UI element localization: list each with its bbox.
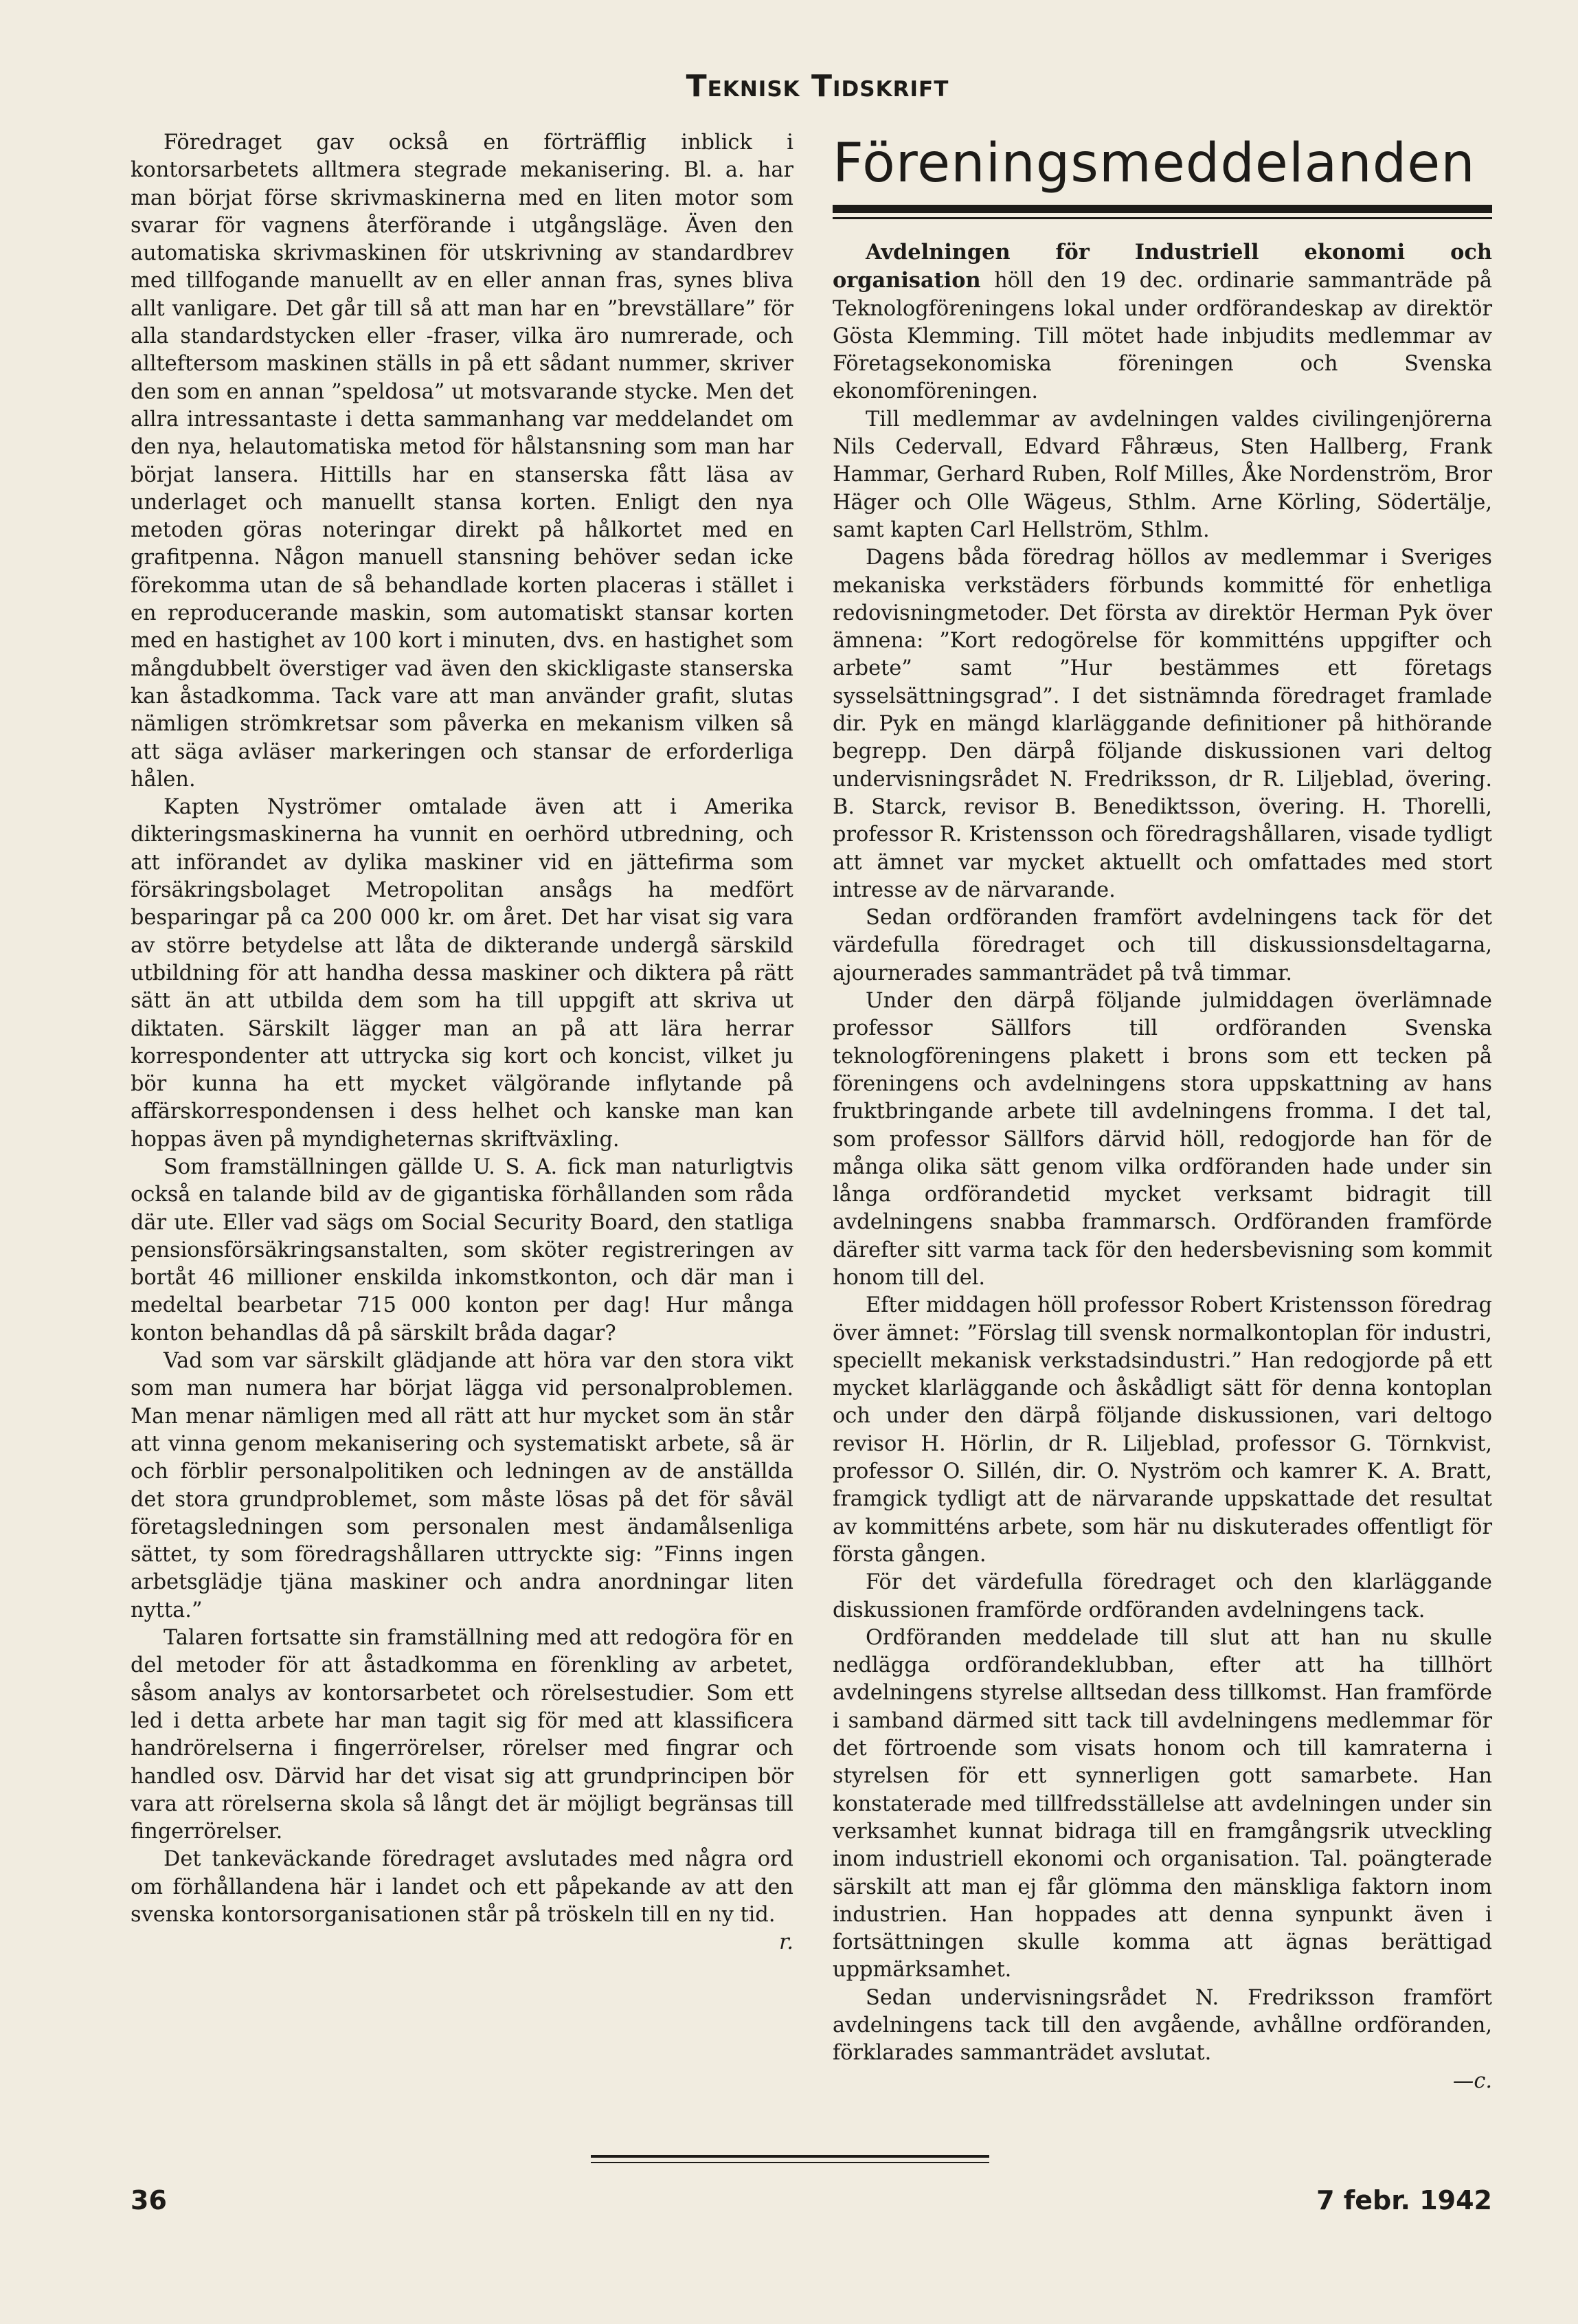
- paragraph: Efter middagen höll professor Robert Kristensson föredrag över ämnet: ”Förslag till svensk normalkontoplan för industri, speciellt mekanisk verkstadsindustri.” Han redogjorde på ett mycket klarläggande och åskådligt sätt för denna kontoplan och under den därpå följande diskussionen, vari deltogo revisor H. Hörlin, dr R. Liljeblad, professor G. Törnkvist, professor O. Sillén, dir. O. Nyström och kamrer K. A. Bratt, framgick tydligt att de närvarande uppskattade det resultat av kommitténs arbete, som här nu diskuterades offentligt för första gången.: [833, 1293, 1492, 1567]
- title-rule-thin: [833, 217, 1492, 219]
- section-title: Föreningsmeddelanden: [833, 133, 1476, 194]
- paragraph: Under den därpå följande julmiddagen överlämnade professor Sällfors till ordföranden Svenska teknologföreningens plakett i brons som ett tecken på föreningens och avdelningens stora uppskattning av hans fruktbringande arbete till avdelningens fromma. I det tal, som professor Sällfors därvid höll, redogjorde han för de många olika sätt genom vilka ordföranden hade under sin långa ordförandetid mycket verksamt bidragit till avdelningens snabba frammarsch. Ordföranden framförde därefter sitt varma tack för den hedersbevisning som kommit honom till del.: [833, 989, 1492, 1290]
- paragraph: Sedan ordföranden framfört avdelningens tack för det värdefulla föredraget och till diskussionsdeltagarna, ajournerades sammanträdet på två timmar.: [833, 906, 1492, 985]
- running-title: Teknisk Tidskrift: [686, 69, 949, 104]
- end-rule: [591, 2155, 989, 2158]
- issue-date: 7 febr. 1942: [1316, 2185, 1492, 2215]
- paragraph: Dagens båda föredrag höllos av medlemmar i Sveriges mekaniska verkstäders förbunds kommitté för enhetliga redovisningmetoder. Det första av direktör Herman Pyk över ämnena: ”Kort redogörelse för kommitténs uppgifter och arbete” samt ”Hur bestämmes ett företags sysselsättningsgrad”. I det sistnämnda föredraget framlade dir. Pyk en mängd klarläggande definitioner på hithörande begrepp. Den därpå följande diskussionen vari deltog undervisningsrådet N. Fredriksson, dr R. Liljeblad, övering. B. Starck, revisor B. Benediktsson, övering. H. Thorelli, professor R. Kristensson och föredragshållaren, visade tydligt att ämnet var mycket aktuellt och omfattades med stort intresse av de närvarande.: [833, 546, 1492, 902]
- section-signature: —c.: [1452, 2068, 1492, 2093]
- lead-paragraph: [833, 238, 1492, 406]
- paragraph: Kapten Nyströmer omtalade även att i Amerika dikteringsmaskinerna ha vunnit en oerhörd utbredning, och att införandet av dylika maskiner vid en jättefirma som försäkringsbolaget Metropolitan ansågs ha medfört besparingar på ca 200 000 kr. om året. Det har visat sig vara av större betydelse att låta de dikterande undergå särskild utbildning för att handha dessa maskiner och diktera på rätt sätt än att utbilda dem som ha till uppgift att skriva ut diktaten. Särskilt lägger man an på att lära herrar korrespondenter att uttrycka sig kort och koncist, vilket ju bör kunna ha ett mycket välgörande inflytande på affärskorrespondensen i dess helhet och kanske man kan hoppas även på myndigheternas skriftväxling.: [131, 795, 793, 1152]
- paragraph: Talaren fortsatte sin framställning med att redogöra för en del metoder för att åstadkomma en förenkling av arbetet, såsom analys av kontorsarbetet och rörelsestudier. Som ett led i detta arbete har man tagit sig för med att klassificera handrörelserna i fingerrörelser, rörelser med fingrar och handled osv. Därvid har det visat sig att grundprincipen bör vara att rörelserna skola så långt det är möjligt begränsas till fingerrörelser.: [131, 1626, 793, 1844]
- left-column: [131, 129, 793, 1957]
- title-rule: [833, 205, 1492, 213]
- page-number: 36: [131, 2185, 167, 2215]
- right-column: [833, 238, 1492, 2095]
- article-signature: r.: [779, 1930, 793, 1955]
- paragraph: Som framställningen gällde U. S. A. fick man naturligtvis också en talande bild av de gigantiska förhållanden som råda där ute. Eller vad sägs om Social Security Board, den statliga pensionsförsäkringsanstalten, som sköter registreringen av bortåt 46 millioner enskilda inkomstkonton, och där man i medeltal bearbetar 715 000 konton per dag! Hur många konton behandlas då på särskilt bråda dagar?: [131, 1154, 793, 1345]
- paragraph: För det värdefulla föredraget och den klarläggande diskussionen framförde ordföranden avdelningens tack.: [833, 1570, 1492, 1622]
- end-rule-thin: [591, 2162, 989, 2163]
- paragraph: Till medlemmar av avdelningen valdes civilingenjörerna Nils Cedervall, Edvard Fåhræus, Sten Hallberg, Frank Hammar, Gerhard Ruben, Rolf Milles, Åke Nordenström, Bror Häger och Olle Wägeus, Sthlm. Arne Körling, Södertälje, samt kapten Carl Hellström, Sthlm.: [833, 407, 1492, 542]
- lead-rest: höll den 19 dec. ordinarie sammanträde på Teknologföreningens lokal under ordförandeskap av direktör Gösta Klemming. Till mötet hade inbjudits medlemmar av Företagsekonomiska föreningen och Svenska ekonomföreningen.: [833, 269, 1492, 404]
- paragraph: Ordföranden meddelade till slut att han nu skulle nedlägga ordförandeklubban, efter att ha tillhört avdelningens styrelse alltsedan dess tillkomst. Han framförde i samband därmed sitt tack till avdelningens medlemmar för det förtroende som visats honom och till kamraterna i styrelsen för ett synnerligen gott samarbete. Han konstaterade med tillfredsställelse att avdelningen under sin verksamhet kunnat bidraga till en framgångsrik utveckling inom industriell ekonomi och organisation. Tal. poängterade särskilt att man ej får glömma den mänskliga faktorn inom industrien. Han hoppades att denna synpunkt även i fortsättningen skulle komma att ägnas berättigad uppmärksamhet.: [833, 1625, 1492, 1982]
- paragraph: Vad som var särskilt glädjande att höra var den stora vikt som man numera har börjat lägga vid personalproblemen. Man menar nämligen med all rätt att hur mycket som än står att vinna genom mekanisering och systematiskt arbete, så är och förblir personalpolitiken och ledningen av de anställda det stora grundproblemet, som måste lösas på det för såväl företagsledningen som personalen mest ändamålsenliga sättet, ty som föredragshållaren uttryckte sig: ”Finns ingen arbetsglädje tjäna maskiner och andra anordningar liten nytta.”: [131, 1349, 793, 1622]
- paragraph: Föredraget gav också en förträfflig inblick i kontorsarbetets alltmera stegrade mekanisering. Bl. a. har man börjat förse skrivmaskinerna med en liten motor som svarar för vagnens återförande i utgångsläge. Även den automatiska skrivmaskinen för utskrivning av standardbrev med tillfogande manuellt av en eller annan fras, synes bliva allt vanligare. Det går till så att man har en ”brevställare” för alla standardstycken eller -fraser, vilka äro numrerade, och allteftersom maskinen ställs in på ett sådant nummer, skriver den som en annan ”speldosa” ut motsvarande stycke. Men det allra intressantaste i detta sammanhang var meddelandet om den nya, helautomatiska metod för hålstansning som man har börjat lansera. Hittills har en stanserska fått läsa av underlaget och manuellt stansa korten. Enligt den nya metoden göras noteringar direkt på hålkortet med en grafitpenna. Någon manuell stansning behöver sedan icke förekomma utan de så behandlade korten placeras i stället i en reproducerande maskin, som automatiskt stansar korten med en hastighet av 100 kort i minuten, dvs. en hastighet som mångdubbelt överstiger vad även den skickligaste stanserska kan åstadkomma. Tack vare att man använder grafit, slutas nämligen strömkretsar som påverka en mekanism vilken så att säga avläser markeringen och stansar de erforderliga hålen.: [131, 131, 793, 792]
- lead-bold: Avdelningen för Industriell ekonomi och organisation: [833, 240, 1492, 293]
- paragraph: Sedan undervisningsrådet N. Fredriksson framfört avdelningens tack till den avgående, avhållne ordföranden, förklarades sammanträdet avslutat.: [833, 1985, 1492, 2066]
- paragraph: Det tankeväckande föredraget avslutades med några ord om förhållandena här i landet och ett påpekande av att den svenska kontorsorganisationen står på tröskeln till en ny tid.: [131, 1847, 793, 1927]
